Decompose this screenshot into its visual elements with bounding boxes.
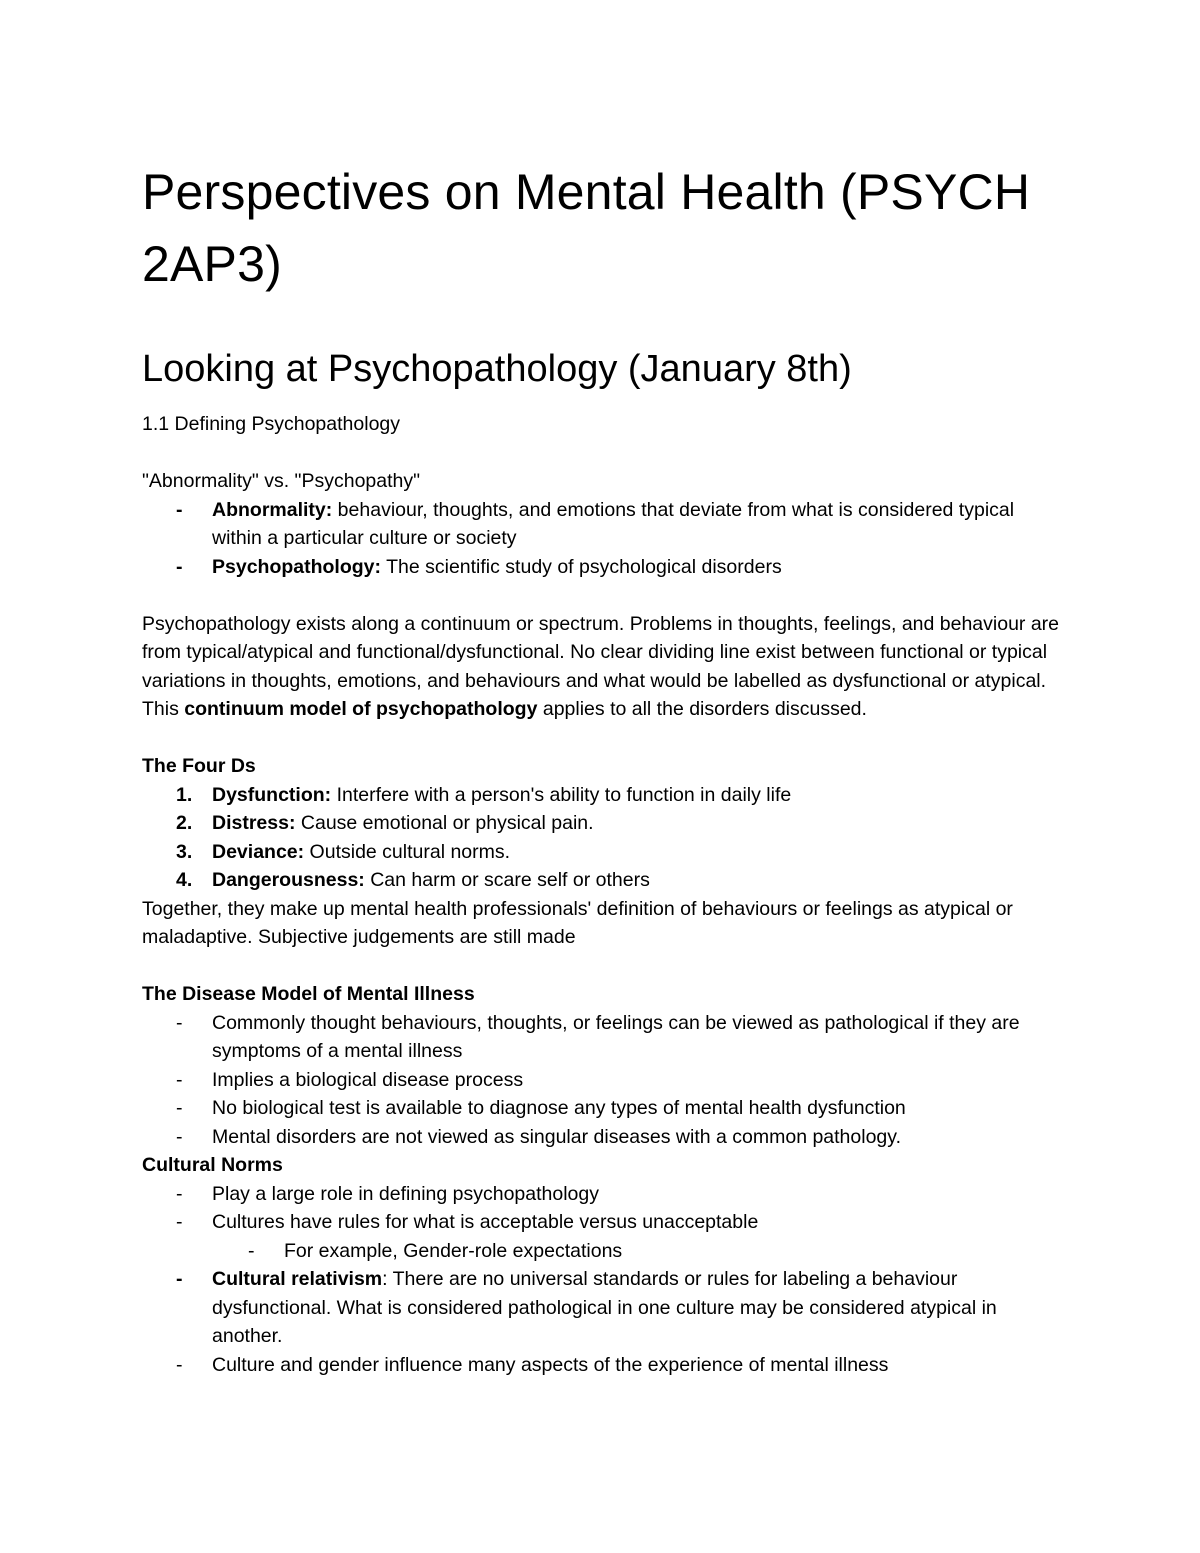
section-heading: Looking at Psychopathology (January 8th) xyxy=(142,348,852,390)
item-term: Dysfunction: xyxy=(212,783,332,806)
item-text: Can harm or scare self or others xyxy=(364,869,650,891)
disease-model-list xyxy=(142,1009,1064,1152)
list-item: - Culture and gender influence many aspects of the experience of mental illness xyxy=(142,1351,1064,1380)
document-title: Perspectives on Mental Health (PSYCH 2AP3) xyxy=(142,164,1031,292)
spacer xyxy=(142,952,1064,981)
four-ds-item xyxy=(142,809,1064,838)
item-text: Outside cultural norms. xyxy=(304,840,511,863)
item-number: 2. xyxy=(176,812,193,834)
four-ds-item xyxy=(142,838,1064,867)
definition-term: Abnormality: xyxy=(212,498,333,521)
definition-item-abnormality xyxy=(142,496,1064,553)
subsection-heading: 1.1 Defining Psychopathology xyxy=(142,413,401,435)
continuum-paragraph xyxy=(142,610,1064,724)
cultural-norms-heading: Cultural Norms xyxy=(142,1154,283,1176)
four-ds-summary: Together, they make up mental health professionals' definition of behaviours or feelings as atypical or maladaptive. Subjective judgements are still made xyxy=(142,897,1013,948)
cultural-relativism-text: : There are no universal standards or rules for labeling a behaviour dysfunctional. What is considered pathological in one culture may be considered atypical in another. xyxy=(212,1268,997,1347)
list-item: - Play a large role in defining psychopathology xyxy=(142,1180,1064,1209)
definition-text: behaviour, thoughts, and emotions that deviate from what is considered typical within a particular culture or society xyxy=(212,498,1015,549)
definitions-list xyxy=(142,496,1064,582)
item-term: Deviance: xyxy=(212,840,305,863)
item-number: 3. xyxy=(176,840,193,863)
sub-list-item: - For example, Gender-role expectations xyxy=(142,1237,1064,1266)
continuum-text-after: applies to all the disorders discussed. xyxy=(537,698,867,720)
list-item: - Cultures have rules for what is acceptable versus unacceptable xyxy=(142,1208,1064,1237)
definition-text: The scientific study of psychological disorders xyxy=(381,555,782,578)
item-term: Dangerousness: xyxy=(212,869,365,891)
cultural-norms-list-continued xyxy=(142,1265,1064,1379)
cultural-norms-sublist xyxy=(142,1237,1064,1266)
four-ds-list xyxy=(142,781,1064,895)
spacer xyxy=(142,581,1064,610)
four-ds-item xyxy=(142,781,1064,810)
list-item: - Mental disorders are not viewed as singular diseases with a common pathology. xyxy=(142,1123,1064,1152)
list-item: - Commonly thought behaviours, thoughts, or feelings can be viewed as pathological if they are symptoms of a mental illness xyxy=(142,1009,1064,1066)
comparison-line: "Abnormality" vs. "Psychopathy" xyxy=(142,470,421,492)
list-item: - No biological test is available to diagnose any types of mental health dysfunction xyxy=(142,1094,1064,1123)
item-text: Interfere with a person's ability to function in daily life xyxy=(331,783,792,806)
item-number: 4. xyxy=(176,869,193,891)
cultural-relativism-term: Cultural relativism xyxy=(212,1268,383,1290)
continuum-text-before: Psychopathology exists along a continuum or spectrum. Problems in thoughts, feelings, and behaviour are from typical/atypical and functional/dysfunctional. No clear dividing line exist between functional or typical variations in thoughts, emotions, and behaviours and what would be labelled as dysfunctional or atypical. This xyxy=(142,612,1060,720)
cultural-norms-list xyxy=(142,1180,1064,1237)
item-number: 1. xyxy=(176,783,193,806)
cultural-relativism-item xyxy=(142,1265,1064,1351)
definition-item-psychopathology xyxy=(142,553,1064,582)
item-term: Distress: xyxy=(212,812,296,834)
list-item: - Implies a biological disease process xyxy=(142,1066,1064,1095)
four-ds-item xyxy=(142,866,1064,895)
continuum-model-term: continuum model of psychopathology xyxy=(184,698,538,720)
spacer xyxy=(142,724,1064,753)
item-text: Cause emotional or physical pain. xyxy=(295,812,594,834)
definition-term: Psychopathology: xyxy=(212,555,382,578)
disease-model-heading: The Disease Model of Mental Illness xyxy=(142,983,475,1005)
four-ds-heading: The Four Ds xyxy=(142,755,256,777)
spacer xyxy=(142,439,1064,468)
